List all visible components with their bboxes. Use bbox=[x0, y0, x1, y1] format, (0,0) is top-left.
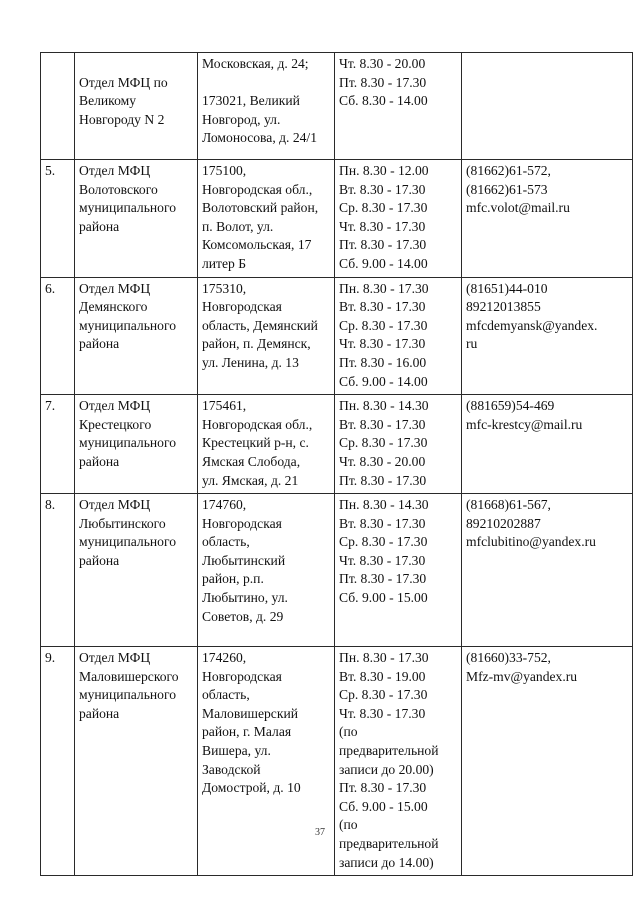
row-number-cell bbox=[41, 53, 75, 160]
cell-line: (881659)54-469 bbox=[466, 398, 555, 414]
cell-line: Новгородская bbox=[202, 668, 282, 684]
cell-line: Волотовский район, bbox=[202, 200, 319, 216]
cell-line: область, bbox=[202, 534, 250, 550]
cell-line: 173021, Великий bbox=[202, 93, 300, 109]
cell-line: Новгороду N 2 bbox=[79, 111, 165, 127]
cell-line: Ломоносова, д. 24/1 bbox=[202, 130, 318, 146]
contacts-cell bbox=[462, 494, 633, 647]
cell-line: района bbox=[79, 218, 120, 234]
cell-line: Новгородская обл., bbox=[202, 181, 313, 197]
cell-line: mfcdemyansk@yandex. bbox=[466, 317, 598, 333]
cell-line: район, п. Демянск, bbox=[202, 336, 311, 352]
cell-line: района bbox=[79, 705, 120, 721]
cell-line: (81651)44-010 bbox=[466, 280, 548, 296]
address-cell bbox=[198, 647, 335, 876]
row-number-cell bbox=[41, 160, 75, 278]
cell-line: Пт. 8.30 - 17.30 bbox=[339, 74, 427, 90]
row-number-cell bbox=[41, 647, 75, 876]
table-row bbox=[41, 277, 633, 395]
cell-text: 6. bbox=[45, 280, 56, 296]
cell-line: Великому bbox=[79, 93, 137, 109]
working-hours-cell bbox=[335, 395, 462, 494]
cell-line: 89212013855 bbox=[466, 299, 541, 315]
cell-line: 89210202887 bbox=[466, 515, 541, 531]
cell-line: Сб. 9.00 - 15.00 bbox=[339, 798, 428, 814]
cell-line: района bbox=[79, 552, 120, 568]
cell-line: Любытинского bbox=[79, 515, 166, 531]
cell-line: Комсомольская, 17 bbox=[202, 237, 312, 253]
cell-line: Чт. 8.30 - 17.30 bbox=[339, 336, 426, 352]
office-name-cell bbox=[75, 160, 198, 278]
address-cell bbox=[198, 160, 335, 278]
cell-line: Ср. 8.30 - 17.30 bbox=[339, 534, 428, 550]
cell-line: Новгородская bbox=[202, 299, 282, 315]
cell-line: Чт. 8.30 - 17.30 bbox=[339, 218, 426, 234]
cell-line: Чт. 8.30 - 20.00 bbox=[339, 453, 426, 469]
cell-line: (по bbox=[339, 724, 358, 740]
cell-line: Вт. 8.30 - 17.30 bbox=[339, 299, 426, 315]
mfc-offices-table bbox=[40, 52, 633, 876]
cell-line: муниципального bbox=[79, 534, 177, 550]
cell-line: Сб. 9.00 - 14.00 bbox=[339, 373, 428, 389]
cell-line: Сб. 9.00 - 15.00 bbox=[339, 590, 428, 606]
cell-line: ул. Ленина, д. 13 bbox=[202, 354, 299, 370]
cell-line: (по bbox=[339, 817, 358, 833]
cell-line: 175310, bbox=[202, 280, 247, 296]
cell-line: Отдел МФЦ по bbox=[79, 74, 168, 90]
cell-line: Вт. 8.30 - 17.30 bbox=[339, 416, 426, 432]
cell-text: 5. bbox=[45, 163, 56, 178]
cell-line: mfc.volot@mail.ru bbox=[466, 200, 570, 216]
table-row bbox=[41, 160, 633, 278]
cell-line: Отдел МФЦ bbox=[79, 497, 151, 513]
cell-line: Демянского bbox=[79, 299, 148, 315]
cell-line: Чт. 8.30 - 17.30 bbox=[339, 705, 426, 721]
table-row bbox=[41, 53, 633, 160]
cell-line: Пн. 8.30 - 17.30 bbox=[339, 280, 429, 296]
cell-line: (81660)33-752, bbox=[466, 650, 551, 666]
office-name-cell bbox=[75, 277, 198, 395]
cell-line: Пт. 8.30 - 17.30 bbox=[339, 472, 427, 488]
cell-line: район, р.п. bbox=[202, 571, 264, 587]
cell-line: 174260, bbox=[202, 650, 247, 666]
office-name-cell bbox=[75, 395, 198, 494]
cell-line: 175100, bbox=[202, 163, 247, 178]
cell-line: Любытино, ул. bbox=[202, 590, 288, 606]
cell-line: района bbox=[79, 336, 120, 352]
cell-line: Пт. 8.30 - 17.30 bbox=[339, 780, 427, 796]
cell-line: Пт. 8.30 - 16.00 bbox=[339, 354, 427, 370]
cell-line: (81662)61-573 bbox=[466, 181, 548, 197]
cell-line: Маловишерский bbox=[202, 705, 298, 721]
cell-line: mfclubitino@yandex.ru bbox=[466, 534, 596, 550]
cell-line: Пт. 8.30 - 17.30 bbox=[339, 571, 427, 587]
cell-line: муниципального bbox=[79, 200, 177, 216]
cell-line: Пн. 8.30 - 17.30 bbox=[339, 650, 429, 666]
cell-line: Заводской bbox=[202, 761, 261, 777]
cell-line: записи до 14.00) bbox=[339, 854, 434, 870]
cell-line: муниципального bbox=[79, 317, 177, 333]
cell-line: Советов, д. 29 bbox=[202, 608, 284, 624]
cell-line: Ср. 8.30 - 17.30 bbox=[339, 317, 428, 333]
cell-line: Вишера, ул. bbox=[202, 743, 271, 759]
office-name-cell bbox=[75, 53, 198, 160]
contacts-cell bbox=[462, 53, 633, 160]
cell-line: Новгородская bbox=[202, 515, 282, 531]
contacts-cell bbox=[462, 160, 633, 278]
cell-line: Пн. 8.30 - 14.30 bbox=[339, 398, 429, 414]
cell-line: литер Б bbox=[202, 255, 247, 271]
row-number-cell bbox=[41, 395, 75, 494]
cell-line: район, г. Малая bbox=[202, 724, 292, 740]
address-cell bbox=[198, 277, 335, 395]
cell-line: предварительной bbox=[339, 836, 439, 852]
cell-line bbox=[79, 55, 194, 74]
cell-text: 9. bbox=[45, 650, 56, 666]
table-row bbox=[41, 395, 633, 494]
cell-line: Пн. 8.30 - 12.00 bbox=[339, 163, 429, 178]
cell-line: (81662)61-572, bbox=[466, 163, 551, 178]
cell-line: Ср. 8.30 - 17.30 bbox=[339, 200, 428, 216]
cell-line: Вт. 8.30 - 17.30 bbox=[339, 181, 426, 197]
cell-line: Домострой, д. 10 bbox=[202, 780, 301, 796]
contacts-cell bbox=[462, 277, 633, 395]
cell-line: Отдел МФЦ bbox=[79, 650, 151, 666]
cell-line: Новгородская обл., bbox=[202, 416, 313, 432]
cell-line: Пт. 8.30 - 17.30 bbox=[339, 237, 427, 253]
cell-line: Маловишерского bbox=[79, 668, 179, 684]
table-row bbox=[41, 647, 633, 876]
contacts-cell bbox=[462, 647, 633, 876]
cell-line: п. Волот, ул. bbox=[202, 218, 274, 234]
cell-line: Ср. 8.30 - 17.30 bbox=[339, 435, 428, 451]
cell-line: района bbox=[79, 453, 120, 469]
cell-line: область, bbox=[202, 687, 250, 703]
working-hours-cell bbox=[335, 647, 462, 876]
cell-line: Вт. 8.30 - 17.30 bbox=[339, 515, 426, 531]
working-hours-cell bbox=[335, 277, 462, 395]
page-number: 37 bbox=[315, 827, 325, 838]
cell-line: Вт. 8.30 - 19.00 bbox=[339, 668, 426, 684]
working-hours-cell bbox=[335, 160, 462, 278]
cell-line: Крестецкий р-н, с. bbox=[202, 435, 309, 451]
cell-line: Крестецкого bbox=[79, 416, 152, 432]
cell-line: Пн. 8.30 - 14.30 bbox=[339, 497, 429, 513]
contacts-cell bbox=[462, 395, 633, 494]
cell-line: Отдел МФЦ bbox=[79, 398, 151, 414]
cell-line: муниципального bbox=[79, 435, 177, 451]
cell-line: Чт. 8.30 - 17.30 bbox=[339, 552, 426, 568]
cell-line: mfc-krestcy@mail.ru bbox=[466, 416, 583, 432]
cell-line: записи до 20.00) bbox=[339, 761, 434, 777]
cell-line: Mfz-mv@yandex.ru bbox=[466, 668, 578, 684]
cell-line: Новгород, ул. bbox=[202, 111, 281, 127]
working-hours-cell bbox=[335, 494, 462, 647]
cell-line: предварительной bbox=[339, 743, 439, 759]
table-body bbox=[41, 53, 633, 876]
cell-text: 8. bbox=[45, 497, 56, 513]
cell-line: 175461, bbox=[202, 398, 247, 414]
working-hours-cell bbox=[335, 53, 462, 160]
cell-line: Ср. 8.30 - 17.30 bbox=[339, 687, 428, 703]
office-name-cell bbox=[75, 647, 198, 876]
table-row bbox=[41, 494, 633, 647]
cell-line: Отдел МФЦ bbox=[79, 163, 151, 178]
address-cell bbox=[198, 395, 335, 494]
cell-line: Ямская Слобода, bbox=[202, 453, 301, 469]
row-number-cell bbox=[41, 277, 75, 395]
cell-line: муниципального bbox=[79, 687, 177, 703]
cell-line: Любытинский bbox=[202, 552, 286, 568]
cell-line: Волотовского bbox=[79, 181, 158, 197]
cell-text bbox=[45, 55, 71, 74]
cell-line: Чт. 8.30 - 20.00 bbox=[339, 56, 426, 71]
cell-line: ru bbox=[466, 336, 478, 352]
cell-line: Московская, д. 24; bbox=[202, 56, 309, 71]
cell-line: Отдел МФЦ bbox=[79, 280, 151, 296]
office-name-cell bbox=[75, 494, 198, 647]
cell-line: Сб. 9.00 - 14.00 bbox=[339, 255, 428, 271]
cell-line: (81668)61-567, bbox=[466, 497, 551, 513]
row-number-cell bbox=[41, 494, 75, 647]
address-cell bbox=[198, 53, 335, 160]
cell-line: область, Демянский bbox=[202, 317, 318, 333]
cell-line: 174760, bbox=[202, 497, 247, 513]
cell-line: ул. Ямская, д. 21 bbox=[202, 472, 299, 488]
cell-text: 7. bbox=[45, 398, 56, 414]
address-cell bbox=[198, 494, 335, 647]
cell-line bbox=[202, 74, 331, 93]
cell-line: Сб. 8.30 - 14.00 bbox=[339, 93, 428, 109]
